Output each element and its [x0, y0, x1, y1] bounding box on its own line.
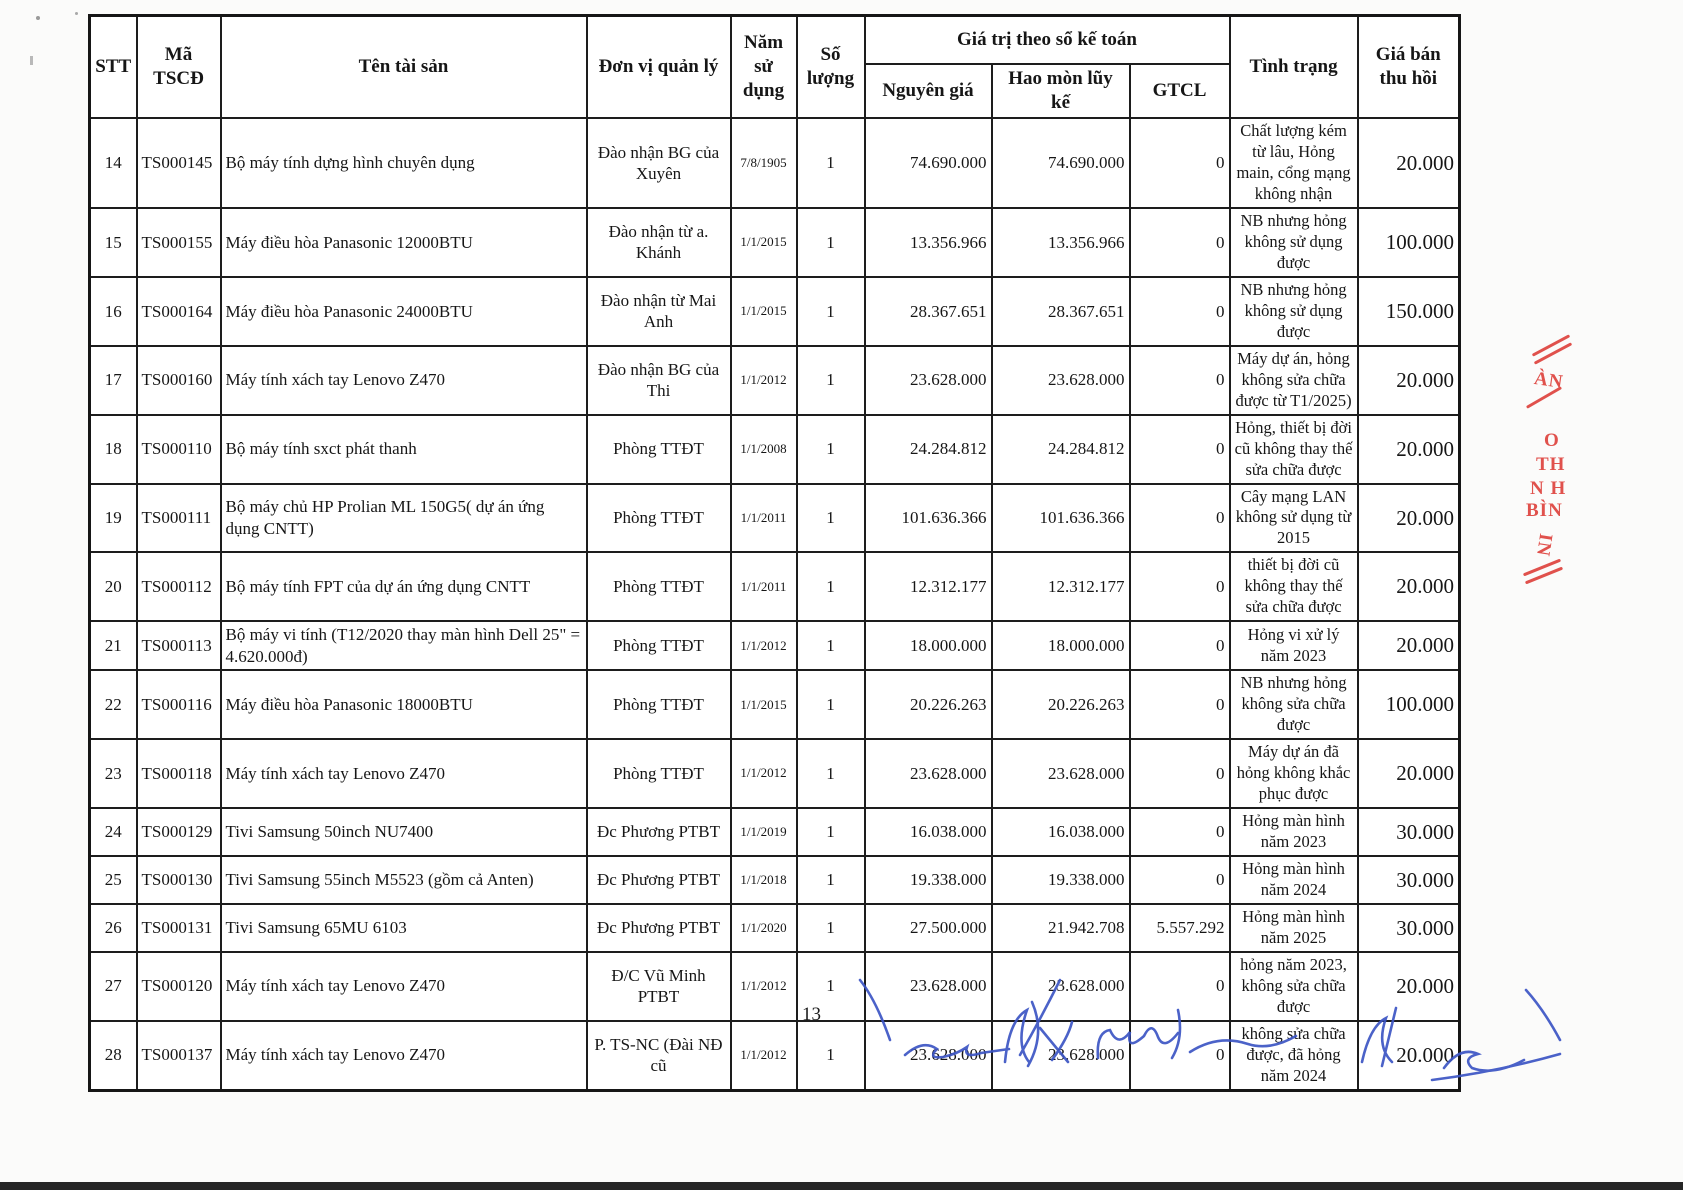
cell-so-luong: 1 [797, 952, 865, 1021]
cell-gtcl: 0 [1130, 952, 1230, 1021]
cell-don-vi: Đc Phương PTBT [587, 808, 731, 856]
cell-hao-mon: 23.628.000 [992, 1021, 1130, 1090]
cell-ma-tscd: TS000164 [137, 277, 221, 346]
cell-nam-su-dung: 7/8/1905 [731, 118, 797, 208]
cell-gtcl: 0 [1130, 208, 1230, 277]
cell-so-luong: 1 [797, 484, 865, 553]
red-stamp-fragment [1520, 338, 1683, 588]
cell-tinh-trang: Hỏng màn hình năm 2025 [1230, 904, 1358, 952]
cell-hao-mon: 23.628.000 [992, 952, 1130, 1021]
stamp-text: TH [1536, 454, 1566, 475]
header-hao-mon: Hao mòn lũy kế [992, 64, 1130, 118]
cell-don-vi: Đc Phương PTBT [587, 856, 731, 904]
cell-nam-su-dung: 1/1/2019 [731, 808, 797, 856]
cell-stt: 19 [90, 484, 137, 553]
stamp-text: N H [1530, 478, 1567, 499]
cell-ten-tai-san: Bộ máy vi tính (T12/2020 thay màn hình Dell 25" = 4.620.000đ) [221, 621, 587, 670]
cell-stt: 14 [90, 118, 137, 208]
table-row [90, 904, 1460, 952]
cell-ma-tscd: TS000129 [137, 808, 221, 856]
cell-nguyen-gia: 23.628.000 [865, 346, 992, 415]
cell-ten-tai-san: Bộ máy tính sxct phát thanh [221, 415, 587, 484]
cell-tinh-trang: hỏng năm 2023, không sửa chữa được [1230, 952, 1358, 1021]
table-header [90, 16, 1460, 119]
cell-stt: 15 [90, 208, 137, 277]
cell-ten-tai-san: Bộ máy chủ HP Prolian ML 150G5( dự án ứng dụng CNTT) [221, 484, 587, 553]
scan-edge-bar [0, 1182, 1683, 1190]
cell-nguyen-gia: 74.690.000 [865, 118, 992, 208]
cell-nam-su-dung: 1/1/2012 [731, 346, 797, 415]
cell-stt: 16 [90, 277, 137, 346]
cell-hao-mon: 101.636.366 [992, 484, 1130, 553]
cell-hao-mon: 23.628.000 [992, 346, 1130, 415]
cell-nguyen-gia: 12.312.177 [865, 552, 992, 621]
cell-stt: 27 [90, 952, 137, 1021]
header-ten-tai-san: Tên tài sản [221, 16, 587, 119]
cell-stt: 22 [90, 670, 137, 739]
cell-tinh-trang: NB nhưng hỏng không sửa chữa được [1230, 670, 1358, 739]
cell-gtcl: 0 [1130, 346, 1230, 415]
cell-so-luong: 1 [797, 1021, 865, 1090]
cell-hao-mon: 28.367.651 [992, 277, 1130, 346]
cell-gtcl: 0 [1130, 484, 1230, 553]
cell-tinh-trang: Hỏng màn hình năm 2024 [1230, 856, 1358, 904]
cell-nam-su-dung: 1/1/2011 [731, 552, 797, 621]
cell-gtcl: 0 [1130, 1021, 1230, 1090]
table-row [90, 208, 1460, 277]
cell-nguyen-gia: 24.284.812 [865, 415, 992, 484]
cell-ma-tscd: TS000131 [137, 904, 221, 952]
cell-ma-tscd: TS000137 [137, 1021, 221, 1090]
cell-gtcl: 0 [1130, 118, 1230, 208]
cell-don-vi: Đc Phương PTBT [587, 904, 731, 952]
cell-tinh-trang: Hỏng, thiết bị đời cũ không thay thế sửa chữa được [1230, 415, 1358, 484]
cell-nguyen-gia: 27.500.000 [865, 904, 992, 952]
header-ma-tscd: Mã TSCĐ [137, 16, 221, 119]
cell-gia-ban: 30.000 [1358, 808, 1460, 856]
cell-nguyen-gia: 20.226.263 [865, 670, 992, 739]
cell-gia-ban: 100.000 [1358, 208, 1460, 277]
header-don-vi: Đơn vị quản lý [587, 16, 731, 119]
cell-ten-tai-san: Tivi Samsung 65MU 6103 [221, 904, 587, 952]
cell-ma-tscd: TS000118 [137, 739, 221, 808]
cell-tinh-trang: Chất lượng kém từ lâu, Hỏng main, cổng mạng không nhận [1230, 118, 1358, 208]
cell-nam-su-dung: 1/1/2012 [731, 739, 797, 808]
cell-stt: 25 [90, 856, 137, 904]
cell-stt: 23 [90, 739, 137, 808]
cell-tinh-trang: NB nhưng hỏng không sử dụng được [1230, 277, 1358, 346]
stamp-text: BÌN [1526, 500, 1563, 521]
cell-nguyen-gia: 18.000.000 [865, 621, 992, 670]
table-row [90, 739, 1460, 808]
cell-hao-mon: 20.226.263 [992, 670, 1130, 739]
header-so-luong: Số lượng [797, 16, 865, 119]
cell-so-luong: 1 [797, 118, 865, 208]
cell-so-luong: 1 [797, 808, 865, 856]
cell-stt: 20 [90, 552, 137, 621]
header-gtcl: GTCL [1130, 64, 1230, 118]
cell-nguyen-gia: 23.628.000 [865, 1021, 992, 1090]
cell-gtcl: 0 [1130, 739, 1230, 808]
cell-don-vi: Phòng TTĐT [587, 670, 731, 739]
header-gia-ban: Giá bán thu hồi [1358, 16, 1460, 119]
cell-ten-tai-san: Máy điều hòa Panasonic 18000BTU [221, 670, 587, 739]
cell-gia-ban: 20.000 [1358, 484, 1460, 553]
cell-hao-mon: 13.356.966 [992, 208, 1130, 277]
cell-don-vi: Phòng TTĐT [587, 621, 731, 670]
table-body [90, 118, 1460, 1090]
cell-nguyen-gia: 23.628.000 [865, 952, 992, 1021]
cell-stt: 26 [90, 904, 137, 952]
cell-gia-ban: 30.000 [1358, 856, 1460, 904]
cell-gia-ban: 100.000 [1358, 670, 1460, 739]
cell-nam-su-dung: 1/1/2012 [731, 1021, 797, 1090]
cell-tinh-trang: Máy dự án, hỏng không sửa chữa được từ T1/2025) [1230, 346, 1358, 415]
cell-ten-tai-san: Bộ máy tính dựng hình chuyên dụng [221, 118, 587, 208]
cell-hao-mon: 23.628.000 [992, 739, 1130, 808]
cell-ma-tscd: TS000145 [137, 118, 221, 208]
scan-speck [30, 56, 33, 65]
cell-ma-tscd: TS000155 [137, 208, 221, 277]
table-row [90, 346, 1460, 415]
cell-gtcl: 0 [1130, 856, 1230, 904]
cell-so-luong: 1 [797, 346, 865, 415]
cell-ten-tai-san: Bộ máy tính FPT của dự án ứng dụng CNTT [221, 552, 587, 621]
cell-tinh-trang: Hỏng màn hình năm 2023 [1230, 808, 1358, 856]
cell-gia-ban: 20.000 [1358, 739, 1460, 808]
header-tinh-trang: Tình trạng [1230, 16, 1358, 119]
cell-so-luong: 1 [797, 415, 865, 484]
cell-gia-ban: 20.000 [1358, 415, 1460, 484]
cell-stt: 21 [90, 621, 137, 670]
table-row [90, 670, 1460, 739]
cell-ten-tai-san: Máy tính xách tay Lenovo Z470 [221, 739, 587, 808]
table-row [90, 415, 1460, 484]
cell-so-luong: 1 [797, 904, 865, 952]
cell-ten-tai-san: Tivi Samsung 50inch NU7400 [221, 808, 587, 856]
cell-ma-tscd: TS000113 [137, 621, 221, 670]
cell-hao-mon: 24.284.812 [992, 415, 1130, 484]
cell-don-vi: P. TS-NC (Đài NĐ cũ [587, 1021, 731, 1090]
cell-ma-tscd: TS000116 [137, 670, 221, 739]
table-row [90, 118, 1460, 208]
cell-nam-su-dung: 1/1/2012 [731, 621, 797, 670]
cell-don-vi: Đào nhận BG của Xuyên [587, 118, 731, 208]
cell-gia-ban: 20.000 [1358, 346, 1460, 415]
scan-speck [75, 12, 78, 15]
cell-so-luong: 1 [797, 670, 865, 739]
cell-nam-su-dung: 1/1/2011 [731, 484, 797, 553]
cell-ten-tai-san: Máy điều hòa Panasonic 12000BTU [221, 208, 587, 277]
cell-nguyen-gia: 13.356.966 [865, 208, 992, 277]
cell-hao-mon: 16.038.000 [992, 808, 1130, 856]
cell-ma-tscd: TS000160 [137, 346, 221, 415]
table-row [90, 621, 1460, 670]
cell-ma-tscd: TS000130 [137, 856, 221, 904]
cell-ten-tai-san: Máy tính xách tay Lenovo Z470 [221, 346, 587, 415]
cell-hao-mon: 18.000.000 [992, 621, 1130, 670]
cell-gia-ban: 20.000 [1358, 118, 1460, 208]
cell-stt: 24 [90, 808, 137, 856]
cell-nguyen-gia: 16.038.000 [865, 808, 992, 856]
cell-gtcl: 0 [1130, 670, 1230, 739]
cell-so-luong: 1 [797, 856, 865, 904]
cell-so-luong: 1 [797, 277, 865, 346]
header-nguyen-gia: Nguyên giá [865, 64, 992, 118]
cell-nguyen-gia: 19.338.000 [865, 856, 992, 904]
cell-gtcl: 0 [1130, 552, 1230, 621]
cell-ten-tai-san: Máy điều hòa Panasonic 24000BTU [221, 277, 587, 346]
table-row [90, 484, 1460, 553]
cell-don-vi: Đào nhận từ Mai Anh [587, 277, 731, 346]
cell-don-vi: Phòng TTĐT [587, 415, 731, 484]
cell-hao-mon: 12.312.177 [992, 552, 1130, 621]
table-row [90, 952, 1460, 1021]
cell-tinh-trang: NB nhưng hỏng không sử dụng được [1230, 208, 1358, 277]
table-row [90, 277, 1460, 346]
cell-nguyen-gia: 101.636.366 [865, 484, 992, 553]
cell-nam-su-dung: 1/1/2018 [731, 856, 797, 904]
cell-so-luong: 1 [797, 208, 865, 277]
cell-ten-tai-san: Máy tính xách tay Lenovo Z470 [221, 952, 587, 1021]
cell-nguyen-gia: 23.628.000 [865, 739, 992, 808]
cell-gia-ban: 20.000 [1358, 552, 1460, 621]
cell-hao-mon: 19.338.000 [992, 856, 1130, 904]
cell-nam-su-dung: 1/1/2015 [731, 277, 797, 346]
cell-nam-su-dung: 1/1/2012 [731, 952, 797, 1021]
cell-ten-tai-san: Tivi Samsung 55inch M5523 (gồm cả Anten) [221, 856, 587, 904]
cell-don-vi: Phòng TTĐT [587, 484, 731, 553]
cell-don-vi: Phòng TTĐT [587, 552, 731, 621]
cell-don-vi: Phòng TTĐT [587, 739, 731, 808]
cell-gia-ban: 20.000 [1358, 621, 1460, 670]
header-gia-tri-group: Giá trị theo sổ kế toán [865, 16, 1230, 65]
cell-so-luong: 1 [797, 552, 865, 621]
cell-ma-tscd: TS000111 [137, 484, 221, 553]
scan-speck [36, 16, 40, 20]
table-row [90, 808, 1460, 856]
cell-hao-mon: 74.690.000 [992, 118, 1130, 208]
table-row [90, 856, 1460, 904]
cell-hao-mon: 21.942.708 [992, 904, 1130, 952]
cell-nam-su-dung: 1/1/2015 [731, 208, 797, 277]
cell-gia-ban: 20.000 [1358, 1021, 1460, 1090]
cell-gia-ban: 30.000 [1358, 904, 1460, 952]
cell-ma-tscd: TS000112 [137, 552, 221, 621]
cell-tinh-trang: Hỏng vi xử lý năm 2023 [1230, 621, 1358, 670]
cell-nguyen-gia: 28.367.651 [865, 277, 992, 346]
cell-don-vi: Đ/C Vũ Minh PTBT [587, 952, 731, 1021]
header-nam-su-dung: Năm sử dụng [731, 16, 797, 119]
cell-ma-tscd: TS000110 [137, 415, 221, 484]
table-row [90, 1021, 1460, 1090]
header-stt: STT [90, 16, 137, 119]
cell-gtcl: 0 [1130, 277, 1230, 346]
cell-stt: 17 [90, 346, 137, 415]
cell-don-vi: Đào nhận BG của Thi [587, 346, 731, 415]
cell-gtcl: 0 [1130, 808, 1230, 856]
cell-nam-su-dung: 1/1/2008 [731, 415, 797, 484]
cell-gia-ban: 150.000 [1358, 277, 1460, 346]
table-row [90, 552, 1460, 621]
cell-don-vi: Đào nhận từ a. Khánh [587, 208, 731, 277]
cell-stt: 18 [90, 415, 137, 484]
cell-so-luong: 1 [797, 739, 865, 808]
cell-ten-tai-san: Máy tính xách tay Lenovo Z470 [221, 1021, 587, 1090]
cell-nam-su-dung: 1/1/2020 [731, 904, 797, 952]
cell-tinh-trang: Cây mạng LAN không sử dụng từ 2015 [1230, 484, 1358, 553]
asset-table [88, 14, 1461, 1092]
cell-nam-su-dung: 1/1/2015 [731, 670, 797, 739]
cell-so-luong: 1 [797, 621, 865, 670]
cell-gtcl: 5.557.292 [1130, 904, 1230, 952]
stamp-text: ÀN [1532, 368, 1565, 393]
stamp-text: IN [1531, 532, 1557, 559]
cell-tinh-trang: thiết bị đời cũ không thay thế sửa chữa được [1230, 552, 1358, 621]
cell-gtcl: 0 [1130, 621, 1230, 670]
page-number: 13 [802, 1004, 821, 1025]
stamp-text: O [1544, 430, 1560, 451]
signature-stroke [1526, 990, 1560, 1040]
cell-tinh-trang: không sửa chữa được, đã hỏng năm 2024 [1230, 1021, 1358, 1090]
cell-gia-ban: 20.000 [1358, 952, 1460, 1021]
cell-ma-tscd: TS000120 [137, 952, 221, 1021]
cell-gtcl: 0 [1130, 415, 1230, 484]
cell-tinh-trang: Máy dự án đã hỏng không khắc phục được [1230, 739, 1358, 808]
cell-stt: 28 [90, 1021, 137, 1090]
